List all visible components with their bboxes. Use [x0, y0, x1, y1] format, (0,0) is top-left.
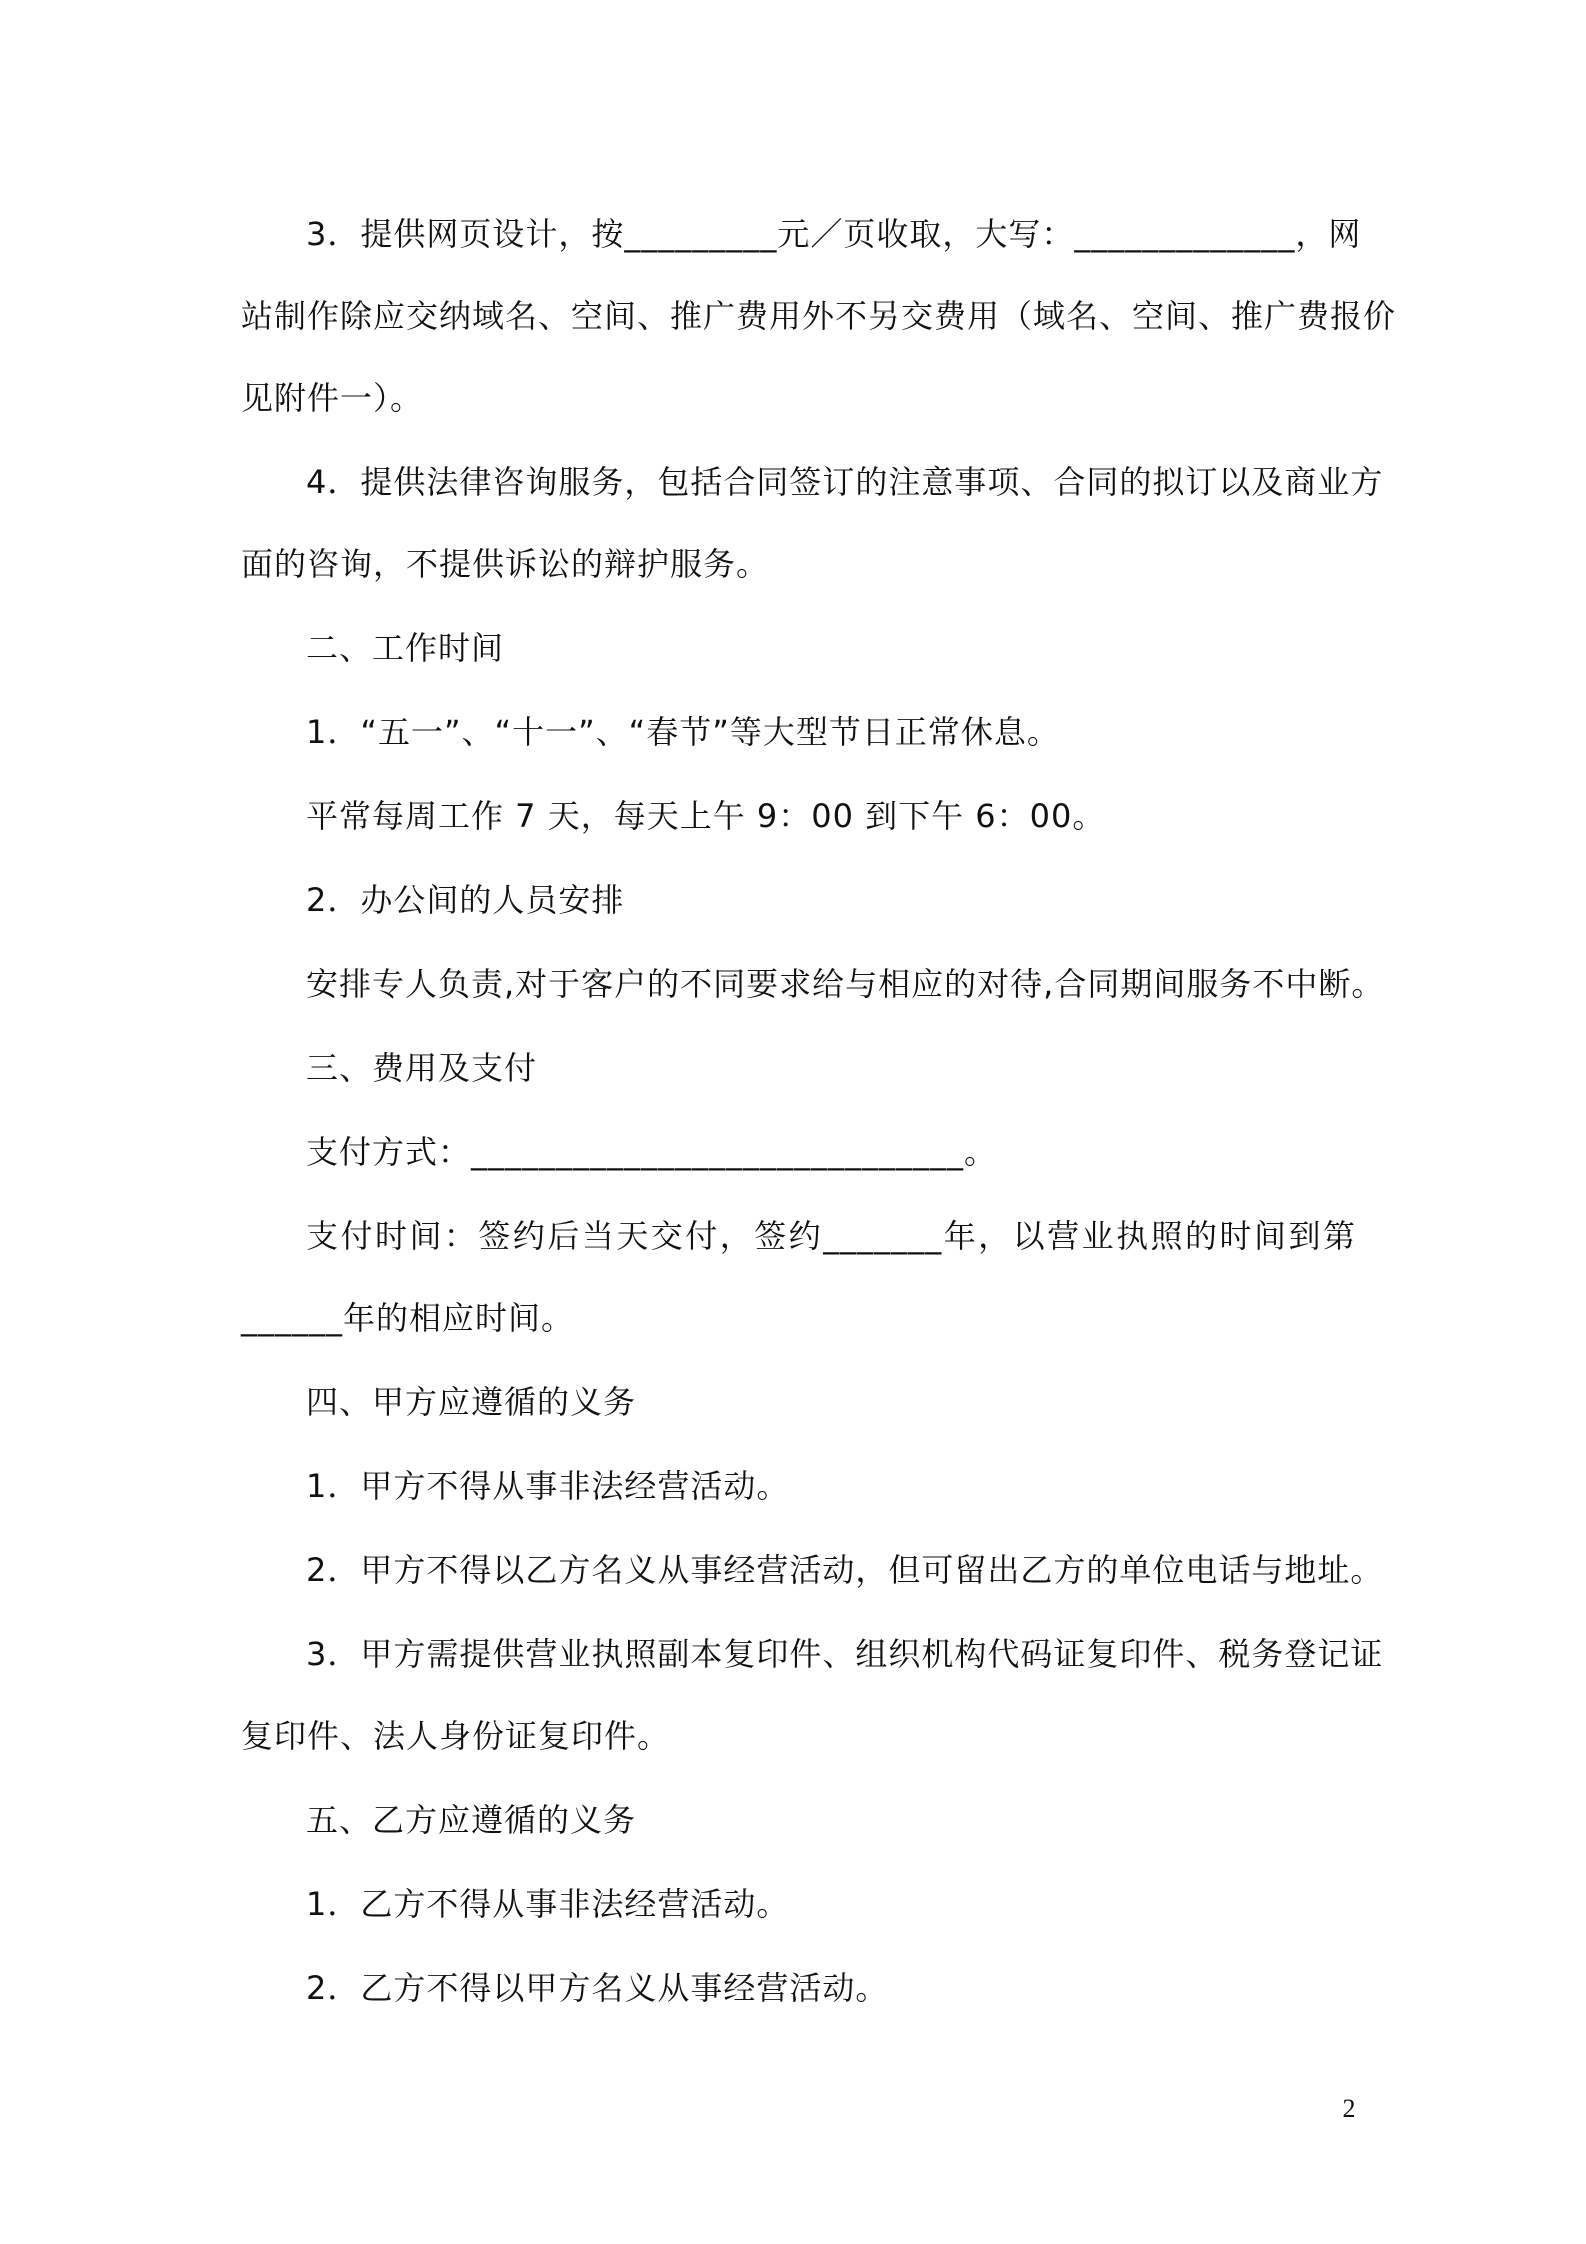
- section-4-item-1: 1．甲方不得从事非法经营活动。: [306, 1467, 790, 1505]
- clause-4-line-2: 面的咨询，不提供诉讼的辩护服务。: [241, 545, 770, 583]
- payment-method: 支付方式：_____________________________。: [306, 1133, 998, 1171]
- clause-3-line-2: 站制作除应交纳域名、空间、推广费用外不另交费用（域名、空间、推广费报价: [241, 297, 1397, 335]
- clause-3-line-1: 3．提供网页设计，按_________元／页收取，大写：_____________，网: [306, 215, 1362, 253]
- section-3-heading: 三、费用及支付: [306, 1049, 538, 1087]
- section-2-item-2: 2．办公间的人员安排: [306, 881, 625, 919]
- section-4-item-2: 2．甲方不得以乙方名义从事经营活动，但可留出乙方的单位电话与地址。: [306, 1551, 1384, 1589]
- clause-3-line-3: 见附件一）。: [241, 379, 424, 417]
- section-2-item-1: 1．“五一”、“十一”、“春节”等大型节日正常休息。: [306, 713, 1060, 751]
- section-4-item-3-line-2: 复印件、法人身份证复印件。: [241, 1717, 671, 1755]
- section-4-heading: 四、甲方应遵循的义务: [306, 1383, 637, 1421]
- payment-time-line-2: ______年的相应时间。: [241, 1299, 575, 1337]
- payment-time-line-1: 支付时间：签约后当天交付，签约_______年，以营业执照的时间到第: [306, 1217, 1356, 1255]
- section-5-item-1: 1．乙方不得从事非法经营活动。: [306, 1885, 790, 1923]
- section-5-item-2: 2．乙方不得以甲方名义从事经营活动。: [306, 1969, 889, 2007]
- section-4-item-3-line-1: 3．甲方需提供营业执照副本复印件、组织机构代码证复印件、税务登记证: [306, 1635, 1384, 1673]
- section-2-heading: 二、工作时间: [306, 629, 505, 667]
- page-number: 2: [1342, 2094, 1356, 2123]
- section-2-staffing: 安排专人负责,对于客户的不同要求给与相应的对待,合同期间服务不中断。: [306, 965, 1385, 1003]
- section-5-heading: 五、乙方应遵循的义务: [306, 1801, 637, 1839]
- clause-4-line-1: 4．提供法律咨询服务，包括合同签订的注意事项、合同的拟订以及商业方: [306, 463, 1384, 501]
- section-2-work-hours: 平常每周工作 7 天，每天上午 9：00 到下午 6：00。: [306, 797, 1106, 835]
